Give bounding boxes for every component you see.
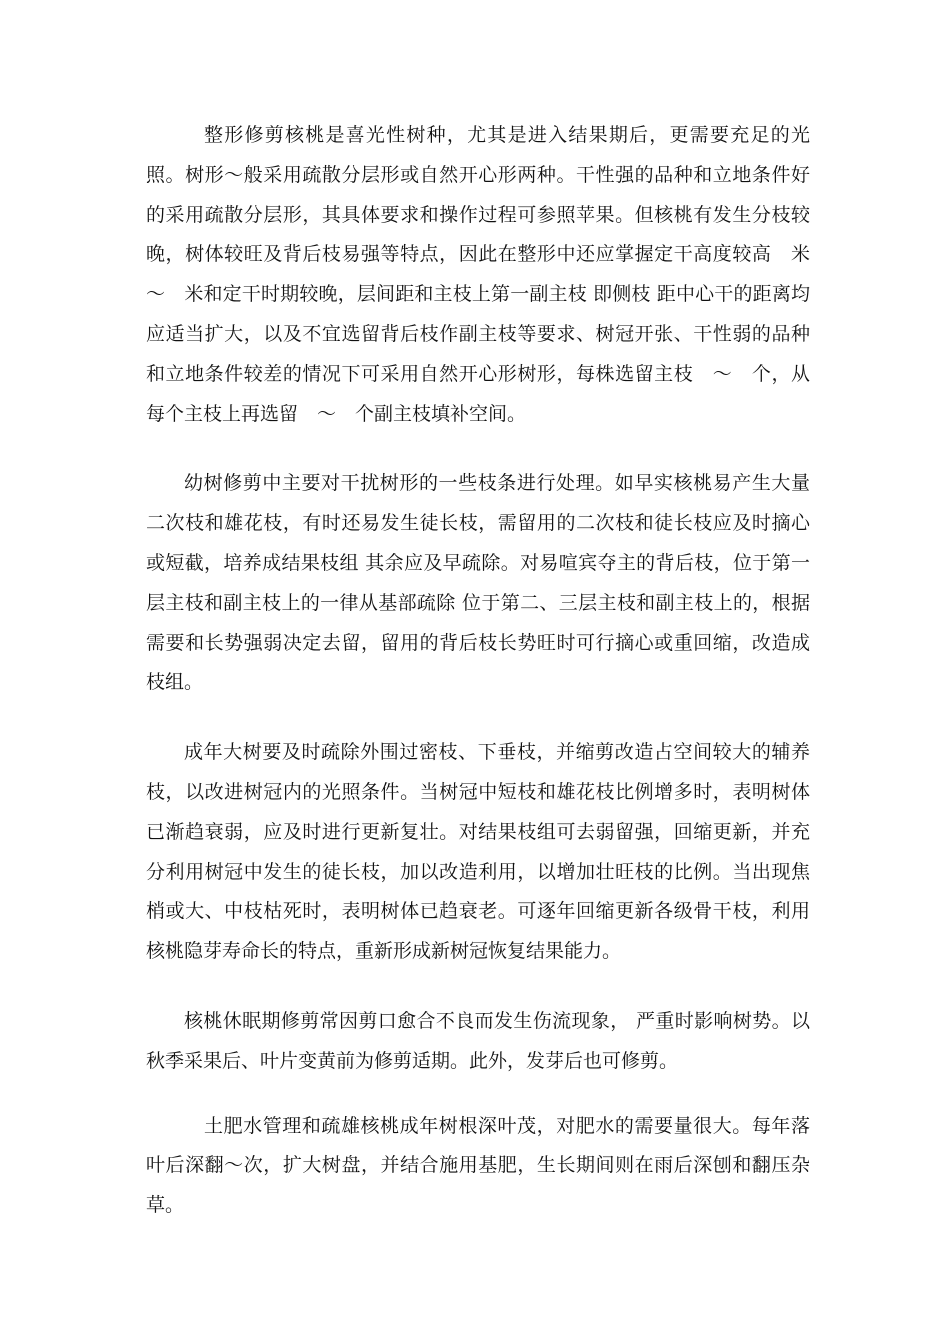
paragraph-dormant-pruning: 核桃休眠期修剪常因剪口愈合不良而发生伤流现象， 严重时影响树势。以秋季采果后、叶片变黄前为修剪适期。此外，发芽后也可修剪。	[146, 1009, 810, 1072]
paragraph-shaping-pruning: 整形修剪核桃是喜光性树种，尤其是进入结果期后，更需要充足的光照。树形～般采用疏散分层形或自然开心形两种。干性强的品种和立地条件好的采用疏散分层形，其具体要求和操作过程可参照苹果。但核桃有发生分枝较晚，树体较旺及背后枝易强等特点，因此在整形中还应掌握定干高度较高 米～ 米和定干时期较晚，层间距和主枝上第一副主枝 即侧枝 距中心干的距离均应适当扩大，以及不宜选留背后枝作副主枝等要求、树冠开张、干性弱的品种和立地条件较差的情况下可采用自然开心形树形，每株选留主枝 ～ 个，从每个主枝上再选留 ～ 个副主枝填补空间。	[146, 124, 810, 425]
document-body	[146, 116, 810, 1226]
paragraph-soil-fertilizer-water: 土肥水管理和疏雄核桃成年树根深叶茂，对肥水的需要量很大。每年落叶后深翻～次，扩大树盘，并结合施用基肥，生长期间则在雨后深刨和翻压杂草。	[146, 1114, 810, 1217]
paragraph-young-tree-pruning: 幼树修剪中主要对干扰树形的一些枝条进行处理。如早实核桃易产生大量二次枝和雄花枝，有时还易发生徒长枝，需留用的二次枝和徒长枝应及时摘心或短截，培养成结果枝组 其余应及早疏除。对易喧宾夺主的背后枝，位于第一层主枝和副主枝上的一律从基部疏除 位于第二、三层主枝和副主枝上的，根据需要和长势强弱决定去留，留用的背后枝长势旺时可行摘心或重回缩，改造成枝组。	[146, 472, 810, 694]
paragraph-mature-tree-pruning: 成年大树要及时疏除外围过密枝、下垂枝，并缩剪改造占空间较大的辅养枝，以改进树冠内的光照条件。当树冠中短枝和雄花枝比例增多时，表明树体已渐趋衰弱，应及时进行更新复壮。对结果枝组可去弱留强，回缩更新，并充分利用树冠中发生的徒长枝，加以改造利用，以增加壮旺枝的比例。当出现焦梢或大、中枝枯死时，表明树体已趋衰老。可逐年回缩更新各级骨干枝，利用核桃隐芽寿命长的特点，重新形成新树冠恢复结果能力。	[146, 741, 810, 963]
